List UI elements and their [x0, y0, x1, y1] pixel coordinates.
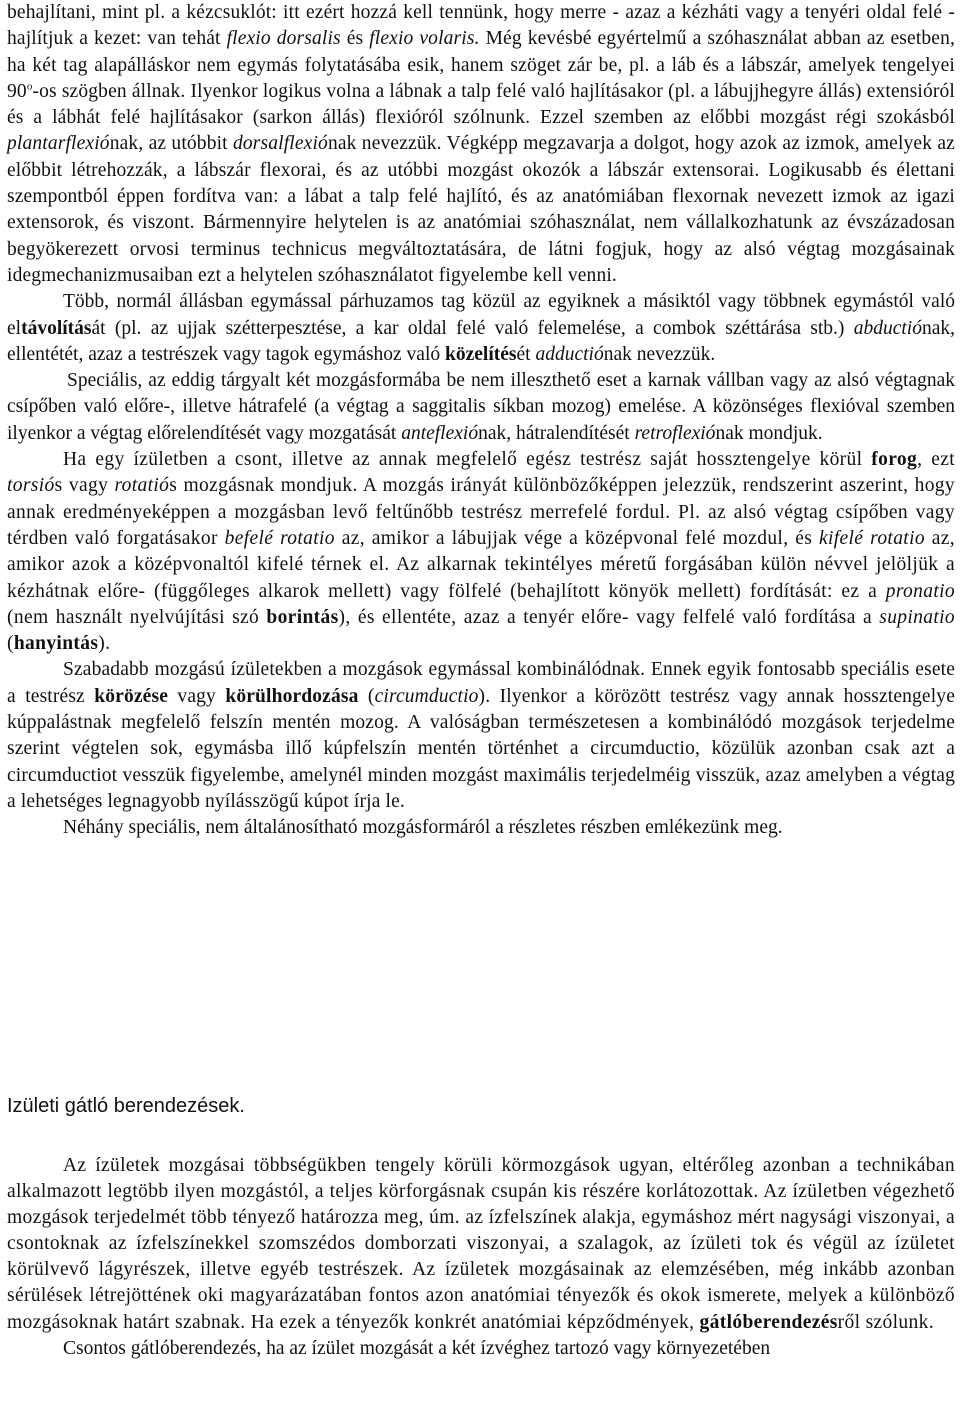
paragraph-abductio [7, 289, 955, 368]
text-run: Néhány speciális, nem általánosítható mozgásformáról a részletes részben emlékezünk meg. [63, 817, 783, 839]
italic-term: rotatió [114, 475, 170, 497]
text-run: Ha egy ízületben a csont, illetve az annak megfelelő egész testrész saját hossztengelye körül [63, 449, 872, 471]
text-run: ről szólunk. [837, 1311, 934, 1333]
paragraph-anteflexio [7, 368, 955, 447]
text-run: s mozgásnak mondjuk. A mozgás irányát különbözőképpen jelezzük, rendszerint aszerint, hogy annak eredményeképpen a mozgásban levő feltűnőbb testrész merrefelé fordul. Pl. az alsó végtag csípőben vagy térdben való forgatásakor [7, 475, 955, 549]
italic-term: adductió [535, 343, 604, 365]
text-run: , ezt [917, 449, 955, 471]
superscript-text: o [26, 80, 33, 93]
text-run: nak, az utóbbit [109, 133, 233, 155]
italic-term: befelé rotatio [224, 527, 335, 549]
text-run: vagy [168, 685, 226, 707]
paragraph-flexio [7, 0, 955, 289]
italic-term: dorsalflexió [232, 133, 328, 155]
paragraph-bony-stops [7, 1336, 955, 1362]
bold-term: körözése [94, 685, 169, 707]
paragraph-rotatio [7, 447, 955, 657]
text-run: nak, ellentétét, azaz a testrészek vagy tagok egymáshoz való [7, 317, 955, 365]
text-run: az, amikor a lábujjak vége a középvonal felé mozdul, és [334, 527, 819, 549]
document-body [7, 0, 955, 842]
italic-term: flexio volaris. [369, 28, 480, 50]
text-run: (nem használt nyelvújítási szó [7, 606, 267, 628]
text-run: az, amikor azok a középvonaltól kifelé térnek el. Az alkarnak tekintélyes méretű forgásában külön névvel jelöljük a kézhátnak előre- (függőleges alkarok mellett) vagy fölfelé (behajlított könyök mellett) fordítását: ez a [7, 527, 955, 602]
text-run: Még kevésbé egyértelmű a szóhasználat abban az esetben, ha két tag alapálláskor nem egymás folytatásába esik, hanem szöget zár be, pl. a láb és a lábszár, amelyek tengelyei 90 [7, 28, 956, 102]
paragraph-joint-limits [7, 1153, 955, 1336]
bold-term: körülhordozása [225, 685, 359, 707]
text-run: nak mondjuk. [715, 422, 823, 444]
text-run: behajlítani, mint pl. a kézcsuklót: itt ezért hozzá kell tennünk, hogy merre - azaz a kézháti vagy a tenyéri oldal felé - hajlítjuk a kezet: van tehát [7, 2, 955, 50]
italic-term: kifelé rotatio [818, 527, 925, 549]
bold-term: borintás [266, 606, 339, 628]
bold-term: forog [871, 449, 918, 471]
text-run: Több, normál állásban egymással párhuzamos tag közül az egyiknek a másiktól vagy többnek egymástól való el [7, 291, 955, 339]
italic-term: pronatio [885, 580, 955, 602]
section-heading: Izületi gátló berendezések. [7, 1095, 245, 1117]
text-run: ), és ellentéte, azaz a tenyér előre- vagy felfelé való fordítása a [338, 606, 880, 628]
paragraph-special-movements [7, 815, 955, 841]
italic-term: plantarflexió [7, 133, 110, 155]
text-run: ( [7, 633, 14, 655]
text-run: nak nevezzük. Végképp megzavarja a dolgot, hogy azok az izmok, amelyek az előbbit létrehozzák, a lábszár flexorai, és az utóbbi mozgást okozók a lábszár extensorai. Logikusabb és élettani szempontból éppen fordítva van: a lábat a talp felé hajlító, és az anatómiában flexornak nevezett izmok az igazi extensorok, és viszont. Bármennyire helytelen is az anatómiai szóhasználat, nem vállalkozhatunk az évszázadosan begyökerezett orvosi terminus technicus megváltoztatására, de látni fogjuk, hogy az alsó végtag mozgásainak idegmechanizmusaiban ezt a helytelen szóhasználatot figyelembe kell venni. [7, 133, 955, 286]
italic-term: torsió [7, 475, 55, 497]
text-run: Az ízületek mozgásai többségükben tengely körüli körmozgások ugyan, eltérőleg azonban a technikában alkalmazott legtöbb ilyen mozgástól, a teljes körforgásnak csupán kis részére korlátozottak. Az ízületben végezhető mozgások terjedelmét több tényező határozza meg, úm. az ízfelszínek alakja, egymáshoz mért nagysági viszonyai, a csontoknak az ízfelszínekkel szomszédos domborzati viszonyai, a szalagok, az ízületi tok és végül az ízületet körülvevő lágyrészek, illetve egyéb testrészek. Az ízületek mozgásainak az elemzésében, még inkább azonban sérülések létrejöttének oki magyarázatában fontos azon anatómiai tényezők és okok ismerete, melyek a különböző mozgásoknak határt szabnak. Ha ezek a tényezők konkrét anatómiai képződmények, [7, 1155, 955, 1333]
bold-term: közelítés [445, 343, 517, 365]
text-run: nak, hátralendítését [478, 422, 635, 444]
text-run: ét [516, 343, 536, 365]
italic-term: circumductio [374, 685, 479, 707]
italic-term: flexio dorsalis [226, 28, 341, 50]
italic-term: abductió [853, 317, 922, 339]
paragraph-circumductio [7, 657, 955, 815]
text-run: ). Ilyenkor a körözött testrész vagy annak hossztengelye kúppalástnak megfelelő felszín mentén mozog. A valóságban természetesen a kombinálódó mozgások terjedelme szerint végtelen sok, egymásba illő kúpfelszín mentén történhet a circumductio, közülük azonban csak azt a circumductiot vesszük figyelembe, amelynél minden mozgást maximális terjedelméig visszük, azaz amelyben a végtag a lehetséges legnagyobb nyílásszögű kúpot írja le. [7, 685, 956, 812]
text-run: nak nevezzük. [603, 343, 716, 365]
text-run: át (pl. az ujjak szétterpesztése, a kar oldal felé való felemelése, a combok széttárása stb.) [91, 317, 854, 339]
text-run: Speciális, az eddig tárgyalt két mozgásformába be nem illeszthető eset a karnak vállban vagy az alsó végtagnak csípőben való előre-, illetve hátrafelé (a végtag a saggitalis síkban mozog) emelése. A közönséges flexióval szemben ilyenkor a végtag előrelendítését vagy mozgatását [7, 370, 955, 444]
text-run: Csontos gátlóberendezés, ha az ízület mozgását a két ízvéghez tartozó vagy környezetében [63, 1337, 771, 1359]
italic-term: anteflexió [401, 422, 479, 444]
text-run: Szabadabb mozgású ízületekben a mozgások egymással kombinálódnak. Ennek egyik fontosabb speciális esete a testrész [7, 659, 955, 707]
text-run: ( [358, 685, 375, 707]
italic-term: retroflexió [634, 422, 716, 444]
bold-term: távolítás [21, 317, 92, 339]
document-body-continued [7, 1153, 955, 1362]
text-run: ). [98, 633, 111, 655]
text-run: s vagy [54, 475, 115, 497]
italic-term: supinatio [879, 606, 955, 628]
text-run: -os szögben állnak. Ilyenkor logikus volna a lábnak a talp felé való hajlításakor (pl. a lábujjhegyre állás) extensióról és a lábhát felé hajlításakor (sarkon állás) flexióról szólnunk. Ezzel szemben az előbbi mozgást régi szokásból [7, 80, 955, 129]
bold-term: gátlóberendezés [699, 1311, 838, 1333]
text-run: és [340, 28, 370, 50]
bold-term: hanyintás [13, 633, 99, 655]
